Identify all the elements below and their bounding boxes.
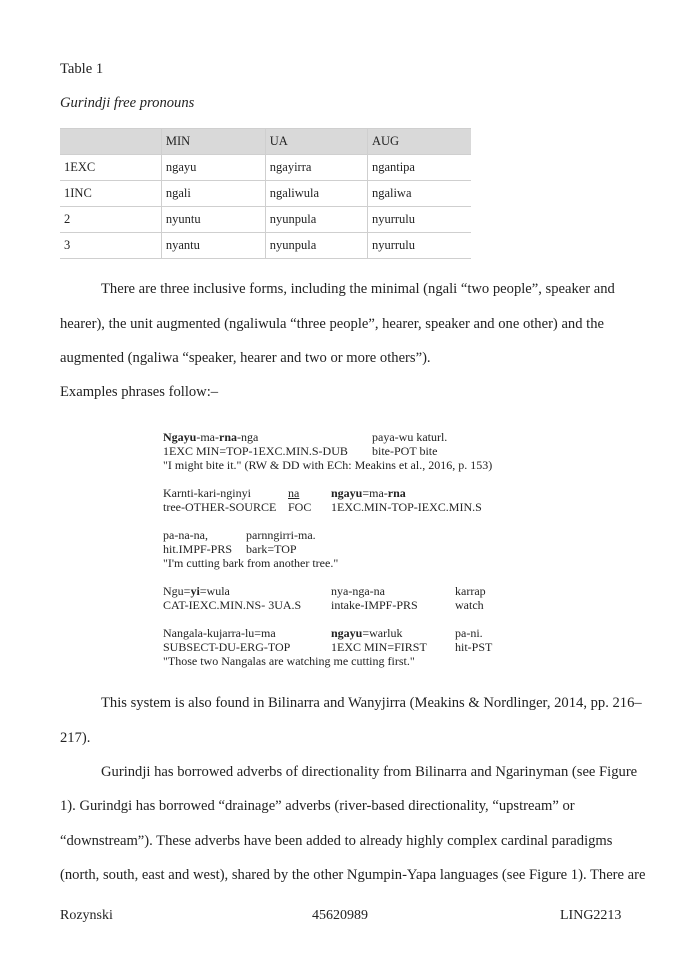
table-cell: ngantipa: [367, 155, 471, 181]
example3-word2: nya-nga-na: [331, 584, 385, 598]
example3-gloss3: watch: [455, 598, 484, 612]
example1-word1: Ngayu-ma-rna-nga: [163, 430, 259, 444]
table-cell: ngaliwula: [265, 181, 367, 207]
example3-gloss1: CAT-IEXC.MIN.NS- 3UA.S: [163, 598, 302, 612]
example3-word3: karrap: [455, 584, 486, 598]
example3-word1: Ngu=yi=wula: [163, 584, 230, 598]
header-cell: MIN: [161, 129, 265, 155]
paragraph-line: “downstream”). These adverbs have been added to already highly complex cardinal paradigms: [60, 833, 613, 849]
paragraph-line: There are three inclusive forms, including the minimal (ngali “two people”, speaker and: [101, 281, 615, 297]
paragraph-line: augmented (ngaliwa “speaker, hearer and two or more others”).: [60, 350, 431, 366]
examples-intro: Examples phrases follow:–: [60, 384, 219, 400]
table-cell: ngaliwa: [367, 181, 471, 207]
example3-gloss4: SUBSECT-DU-ERG-TOP: [163, 640, 291, 654]
example3-gloss5: 1EXC MIN=FIRST: [331, 640, 427, 654]
example3-word6: pa-ni.: [455, 626, 483, 640]
table-cell: 1INC: [60, 181, 161, 207]
example2-gloss3: 1EXC.MIN-TOP-IEXC.MIN.S: [331, 500, 482, 514]
pronoun-table: [60, 128, 471, 259]
example3-gloss6: hit-PST: [455, 640, 493, 654]
header-cell: [60, 129, 161, 155]
table-row: [60, 233, 471, 259]
paragraph-line: hearer), the unit augmented (ngaliwula “three people”, hearer, speaker and one other) and the: [60, 316, 604, 332]
example2-gloss2: FOC: [288, 500, 312, 514]
header-cell: UA: [265, 129, 367, 155]
paragraph-line: Gurindji has borrowed adverbs of directionality from Bilinarra and Ngarinyman (see Figure: [101, 764, 638, 780]
table-cell: ngayu: [161, 155, 265, 181]
paragraph-line: 217).: [60, 730, 91, 746]
example2-word4: pa-na-na,: [163, 528, 208, 542]
table-cell: nyantu: [161, 233, 265, 259]
table-cell: nyunpula: [265, 233, 367, 259]
example2-word2: na: [288, 486, 300, 500]
table-cell: ngayirra: [265, 155, 367, 181]
table-cell: nyuntu: [161, 207, 265, 233]
footer-student-id: 45620989: [312, 908, 368, 923]
table-cell: 2: [60, 207, 161, 233]
table-row: [60, 155, 471, 181]
paragraph-line: This system is also found in Bilinarra and Wanyjirra (Meakins & Nordlinger, 2014, pp. 216–: [101, 695, 642, 711]
example1-translation: "I might bite it." (RW & DD with ECh: Meakins et al., 2016, p. 153): [163, 458, 493, 472]
footer-author: Rozynski: [60, 908, 113, 923]
table-cell: ngali: [161, 181, 265, 207]
example1-gloss1: 1EXC MIN=TOP-1EXC.MIN.S-DUB: [163, 444, 348, 458]
example3-translation: "Those two Nangalas are watching me cutting first.": [163, 654, 415, 668]
table-cell: nyurrulu: [367, 233, 471, 259]
table-cell: nyunpula: [265, 207, 367, 233]
table-row: [60, 207, 471, 233]
example1-gloss2: bite-POT bite: [372, 444, 438, 458]
table-cell: 1EXC: [60, 155, 161, 181]
example2-word1: Karnti-kari-nginyi: [163, 486, 251, 500]
paragraph-line: 1). Gurindgi has borrowed “drainage” adverbs (river-based directionality, “upstream” or: [60, 798, 575, 814]
example1-word2: paya-wu katurl.: [372, 430, 448, 444]
paragraph-line: (north, south, east and west), shared by the other Ngumpin-Yapa languages (see Figure 1). There are: [60, 867, 646, 883]
footer-course: LING2213: [560, 908, 622, 923]
example2-gloss1: tree-OTHER-SOURCE: [163, 500, 277, 514]
table-row: [60, 181, 471, 207]
example2-word3: ngayu=ma-rna: [331, 486, 406, 500]
table-caption: Gurindji free pronouns: [60, 95, 195, 111]
example2-translation: "I'm cutting bark from another tree.": [163, 556, 339, 570]
table-label: Table 1: [60, 61, 104, 77]
header-cell: AUG: [367, 129, 471, 155]
table-cell: nyurrulu: [367, 207, 471, 233]
example3-word5: ngayu=warluk: [331, 626, 403, 640]
example3-word4: Nangala-kujarra-lu=ma: [163, 626, 276, 640]
example2-gloss4: hit.IMPF-PRS: [163, 542, 233, 556]
example2-word5: parnngirri-ma.: [246, 528, 316, 542]
example2-gloss5: bark=TOP: [246, 542, 297, 556]
example3-gloss2: intake-IMPF-PRS: [331, 598, 418, 612]
table-cell: 3: [60, 233, 161, 259]
table-header-row: [60, 129, 471, 155]
